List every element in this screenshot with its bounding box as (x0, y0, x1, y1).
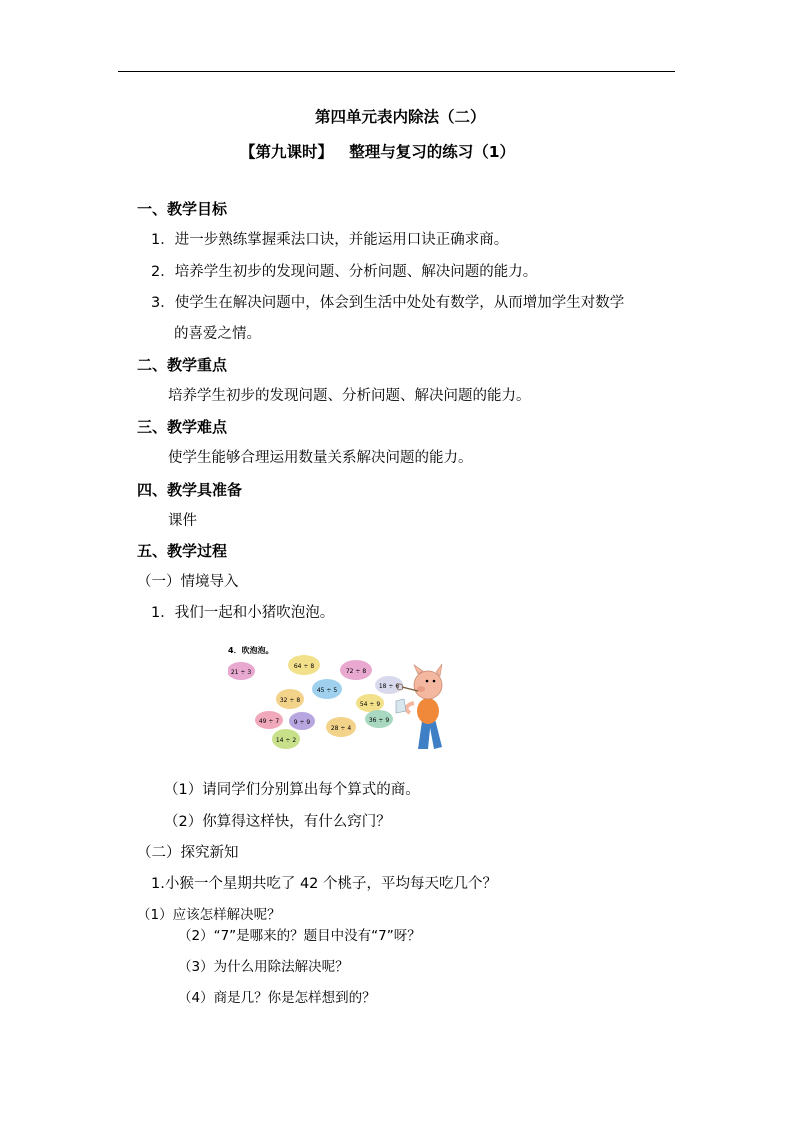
bubble-label: 21 ÷ 3 (230, 669, 252, 676)
section-1-heading: 一、教学目标 (137, 200, 228, 218)
sub-question-3: （3）为什么用除法解决呢？ (178, 959, 349, 975)
part-1-heading: （一）情境导入 (137, 574, 239, 590)
bubble (228, 662, 255, 680)
section-5-heading: 五、教学过程 (137, 542, 228, 560)
goal-item-2: 2．培养学生初步的发现问题、分析问题、解决问题的能力。 (151, 264, 538, 280)
bubble-label: 36 ÷ 9 (368, 717, 390, 724)
bubble-label: 72 ÷ 8 (345, 668, 367, 675)
goal-item-3-cont: 的喜爱之情。 (174, 326, 261, 342)
sub-question-1: （1）应该怎样解决呢？ (137, 907, 281, 923)
bubble-label: 14 ÷ 2 (275, 737, 297, 744)
part-2-heading: （二）探究新知 (137, 845, 239, 861)
section-4-heading: 四、教学具准备 (137, 481, 243, 499)
section-2-text: 培养学生初步的发现问题、分析问题、解决问题的能力。 (168, 388, 531, 404)
section-3-text: 使学生能够合理运用数量关系解决问题的能力。 (168, 450, 473, 466)
bubble (272, 729, 300, 749)
section-4-text: 课件 (168, 513, 197, 529)
bubble (255, 711, 283, 729)
goal-item-3: 3．使学生在解决问题中，体会到生活中处处有数学，从而增加学生对数学 (151, 295, 625, 311)
bubble-label: 18 ÷ 6 (378, 683, 400, 690)
bubble (289, 712, 315, 730)
process-item-2: 1.小猴一个星期共吃了 42 个桃子，平均每天吃几个？ (151, 876, 498, 892)
bubble (288, 655, 320, 675)
question-1: （1）请同学们分别算出每个算式的商。 (164, 782, 420, 798)
bubble (356, 694, 384, 712)
lesson-subtitle: 【第九课时】 整理与复习的练习（1） (240, 143, 515, 161)
header-rule (118, 71, 675, 72)
section-2-heading: 二、教学重点 (137, 356, 228, 374)
process-item-1: 1．我们一起和小猪吹泡泡。 (151, 605, 335, 621)
bubble-label: 64 ÷ 8 (293, 663, 315, 670)
illustration-label: 4．吹泡泡。 (228, 646, 274, 655)
bubble (326, 717, 356, 737)
bubble-label: 28 ÷ 4 (330, 725, 352, 732)
section-3-heading: 三、教学难点 (137, 418, 228, 436)
sub-question-4: （4）商是几？你是怎样想到的？ (178, 990, 376, 1006)
bubble (276, 689, 304, 709)
bubble-label: 32 ÷ 8 (279, 697, 301, 704)
bubble-illustration (228, 641, 448, 756)
goal-item-1: 1．进一步熟练掌握乘法口诀，并能运用口诀正确求商。 (151, 232, 509, 248)
bubble-label: 49 ÷ 7 (258, 718, 280, 725)
bubble-label: 9 ÷ 9 (293, 719, 311, 726)
bubble (375, 676, 403, 694)
sub-question-2: （2）“7”是哪来的？题目中没有“7”呀？ (178, 928, 421, 944)
question-2: （2）你算得这样快，有什么窍门？ (164, 814, 391, 830)
page-title: 第四单元表内除法（二） (315, 108, 486, 126)
bubble (340, 660, 372, 680)
bubble-label: 54 ÷ 9 (359, 701, 381, 708)
pig-figure (396, 664, 442, 749)
bubble (365, 710, 393, 728)
bubble (312, 679, 342, 699)
bubble-label: 45 ÷ 5 (316, 687, 338, 694)
